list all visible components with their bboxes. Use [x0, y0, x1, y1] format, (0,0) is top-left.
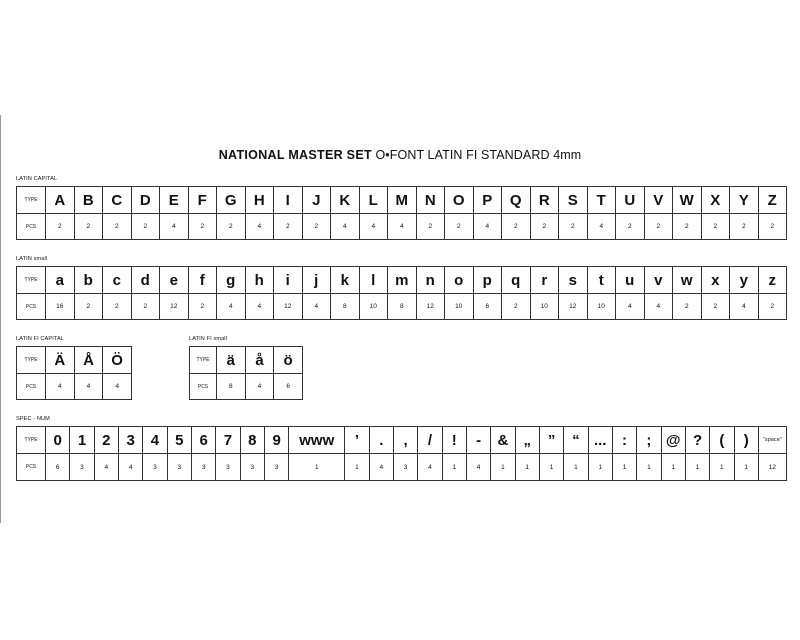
pcs-cell: 2: [445, 214, 474, 240]
pcs-cell: 4: [331, 214, 360, 240]
type-cell: F: [188, 187, 217, 214]
type-cell: l: [359, 267, 388, 294]
type-cell: ): [734, 427, 758, 454]
type-cell: B: [74, 187, 103, 214]
type-cell: y: [730, 267, 759, 294]
pcs-cell: 1: [539, 454, 563, 481]
pcs-cell: 4: [118, 454, 142, 481]
type-cell: b: [74, 267, 103, 294]
type-cell: 2: [94, 427, 118, 454]
pcs-cell: 12: [758, 454, 786, 481]
type-cell: /: [418, 427, 442, 454]
type-cell: x: [701, 267, 730, 294]
pcs-cell: 2: [74, 214, 103, 240]
type-cell: !: [442, 427, 466, 454]
type-cell: n: [416, 267, 445, 294]
type-cell: s: [559, 267, 588, 294]
title-bold: NATIONAL MASTER SET: [218, 148, 372, 162]
pcs-cell: 2: [502, 214, 531, 240]
pcs-cell: 2: [758, 294, 787, 320]
type-cell: 5: [167, 427, 191, 454]
type-cell: M: [388, 187, 417, 214]
type-cell: r: [530, 267, 559, 294]
pcs-cell: 1: [564, 454, 588, 481]
type-cell: u: [616, 267, 645, 294]
pcs-cell: 4: [217, 294, 246, 320]
pcs-cell: 4: [46, 374, 75, 400]
type-cell: T: [587, 187, 616, 214]
pcs-row-header: PCS: [17, 294, 46, 320]
type-cell: www: [289, 427, 345, 454]
type-cell: ä: [217, 347, 246, 374]
type-row-header: TYPE: [190, 347, 217, 374]
type-cell: ?: [685, 427, 709, 454]
type-cell: P: [473, 187, 502, 214]
latin-small-table: [16, 266, 787, 320]
type-cell: 6: [191, 427, 215, 454]
pcs-cell: 2: [103, 294, 132, 320]
type-cell: (: [710, 427, 734, 454]
pcs-cell: 10: [530, 294, 559, 320]
pcs-cell: 12: [274, 294, 303, 320]
type-cell: R: [530, 187, 559, 214]
type-cell: A: [46, 187, 75, 214]
type-cell: t: [587, 267, 616, 294]
pcs-cell: 2: [74, 294, 103, 320]
pcs-cell: 4: [473, 214, 502, 240]
type-cell: .: [369, 427, 393, 454]
section-label-spec-num: SPEC - NUM: [16, 416, 50, 422]
type-cell: ’: [345, 427, 369, 454]
pcs-cell: 6: [46, 454, 70, 481]
pcs-cell: 2: [217, 214, 246, 240]
pcs-cell: 8: [388, 294, 417, 320]
pcs-cell: 4: [94, 454, 118, 481]
pcs-cell: 4: [466, 454, 490, 481]
type-cell: E: [160, 187, 189, 214]
type-cell: G: [217, 187, 246, 214]
type-cell: g: [217, 267, 246, 294]
pcs-cell: 6: [473, 294, 502, 320]
pcs-cell: 4: [245, 214, 274, 240]
type-cell: S: [559, 187, 588, 214]
pcs-row-header: PCS: [17, 214, 46, 240]
type-row-header: TYPE: [17, 347, 46, 374]
pcs-cell: 12: [160, 294, 189, 320]
type-cell: X: [701, 187, 730, 214]
pcs-cell: 2: [616, 214, 645, 240]
pcs-cell: 4: [103, 374, 132, 400]
pcs-row-header: PCS: [17, 374, 46, 400]
type-cell: f: [188, 267, 217, 294]
type-cell: Å: [74, 347, 103, 374]
pcs-cell: 1: [345, 454, 369, 481]
pcs-cell: 4: [388, 214, 417, 240]
pcs-cell: 1: [612, 454, 636, 481]
pcs-cell: 3: [216, 454, 240, 481]
pcs-cell: 3: [143, 454, 167, 481]
type-cell: 1: [70, 427, 94, 454]
pcs-cell: 2: [758, 214, 787, 240]
pcs-cell: 1: [685, 454, 709, 481]
type-cell: L: [359, 187, 388, 214]
latin-capital-table: [16, 186, 787, 240]
type-cell: Z: [758, 187, 787, 214]
type-cell: K: [331, 187, 360, 214]
type-cell: “space”: [758, 427, 786, 454]
type-cell: q: [502, 267, 531, 294]
pcs-cell: 1: [491, 454, 515, 481]
type-cell: ...: [588, 427, 612, 454]
type-cell: d: [131, 267, 160, 294]
pcs-cell: 2: [46, 214, 75, 240]
pcs-cell: 2: [188, 294, 217, 320]
pcs-cell: 3: [167, 454, 191, 481]
pcs-cell: 8: [217, 374, 246, 400]
pcs-cell: 2: [274, 214, 303, 240]
title-subtitle: O•FONT LATIN FI STANDARD 4mm: [375, 148, 582, 162]
pcs-cell: 4: [245, 294, 274, 320]
pcs-cell: 2: [530, 214, 559, 240]
pcs-cell: 3: [191, 454, 215, 481]
type-cell: ;: [637, 427, 661, 454]
pcs-cell: 1: [515, 454, 539, 481]
pcs-cell: 4: [644, 294, 673, 320]
pcs-cell: 1: [710, 454, 734, 481]
type-cell: I: [274, 187, 303, 214]
pcs-row-header: PCS: [190, 374, 217, 400]
type-cell: &: [491, 427, 515, 454]
type-cell: D: [131, 187, 160, 214]
type-row-header: TYPE: [17, 187, 46, 214]
pcs-cell: 1: [734, 454, 758, 481]
type-cell: e: [160, 267, 189, 294]
pcs-cell: 1: [289, 454, 345, 481]
latin-fi-capital-table: [16, 346, 132, 400]
type-cell: Y: [730, 187, 759, 214]
pcs-cell: 1: [588, 454, 612, 481]
pcs-cell: 4: [245, 374, 274, 400]
type-cell: „: [515, 427, 539, 454]
pcs-cell: 4: [730, 294, 759, 320]
pcs-cell: 4: [160, 214, 189, 240]
pcs-cell: 4: [369, 454, 393, 481]
type-cell: ”: [539, 427, 563, 454]
type-cell: p: [473, 267, 502, 294]
type-cell: 8: [240, 427, 264, 454]
type-cell: W: [673, 187, 702, 214]
pcs-cell: 4: [587, 214, 616, 240]
type-cell: Ä: [46, 347, 75, 374]
pcs-cell: 2: [131, 214, 160, 240]
type-cell: 7: [216, 427, 240, 454]
pcs-cell: 2: [701, 214, 730, 240]
type-cell: “: [564, 427, 588, 454]
type-cell: 9: [264, 427, 288, 454]
type-row-header: TYPE: [17, 427, 46, 454]
pcs-cell: 10: [445, 294, 474, 320]
type-cell: @: [661, 427, 685, 454]
pcs-row-header: PCS: [17, 454, 46, 481]
pcs-cell: 3: [70, 454, 94, 481]
pcs-cell: 10: [587, 294, 616, 320]
type-cell: 0: [46, 427, 70, 454]
type-cell: Q: [502, 187, 531, 214]
type-cell: :: [612, 427, 636, 454]
type-row-header: TYPE: [17, 267, 46, 294]
pcs-cell: 3: [240, 454, 264, 481]
pcs-cell: 4: [302, 294, 331, 320]
pcs-cell: 4: [616, 294, 645, 320]
type-cell: w: [673, 267, 702, 294]
pcs-cell: 2: [730, 214, 759, 240]
type-cell: o: [445, 267, 474, 294]
type-cell: k: [331, 267, 360, 294]
pcs-cell: 8: [331, 294, 360, 320]
pcs-cell: 2: [188, 214, 217, 240]
page-title: [0, 148, 800, 162]
type-cell: O: [445, 187, 474, 214]
type-cell: J: [302, 187, 331, 214]
spec-num-table: [16, 426, 787, 481]
pcs-cell: 10: [359, 294, 388, 320]
page-edge-line: [0, 115, 1, 523]
pcs-cell: 1: [442, 454, 466, 481]
section-label-latin-small: LATIN small: [16, 256, 48, 262]
pcs-cell: 2: [416, 214, 445, 240]
section-label-latin-fi-small: LATIN FI small: [189, 336, 227, 342]
pcs-cell: 4: [74, 374, 103, 400]
type-cell: h: [245, 267, 274, 294]
pcs-cell: 16: [46, 294, 75, 320]
type-cell: ,: [393, 427, 417, 454]
type-cell: v: [644, 267, 673, 294]
type-cell: Ö: [103, 347, 132, 374]
type-cell: V: [644, 187, 673, 214]
pcs-cell: 2: [673, 294, 702, 320]
type-cell: m: [388, 267, 417, 294]
pcs-cell: 3: [393, 454, 417, 481]
type-cell: j: [302, 267, 331, 294]
type-cell: z: [758, 267, 787, 294]
pcs-cell: 4: [359, 214, 388, 240]
pcs-cell: 2: [302, 214, 331, 240]
pcs-cell: 2: [673, 214, 702, 240]
pcs-cell: 1: [637, 454, 661, 481]
pcs-cell: 4: [418, 454, 442, 481]
pcs-cell: 2: [502, 294, 531, 320]
type-cell: i: [274, 267, 303, 294]
type-cell: N: [416, 187, 445, 214]
type-cell: -: [466, 427, 490, 454]
type-cell: 3: [118, 427, 142, 454]
latin-fi-small-table: [189, 346, 303, 400]
pcs-cell: 12: [416, 294, 445, 320]
pcs-cell: 3: [264, 454, 288, 481]
type-cell: c: [103, 267, 132, 294]
type-cell: å: [245, 347, 274, 374]
section-label-latin-capital: LATIN CAPITAL: [16, 176, 58, 182]
pcs-cell: 2: [131, 294, 160, 320]
pcs-cell: 12: [559, 294, 588, 320]
section-label-latin-fi-capital: LATIN FI CAPITAL: [16, 336, 65, 342]
pcs-cell: 2: [701, 294, 730, 320]
pcs-cell: 2: [644, 214, 673, 240]
type-cell: C: [103, 187, 132, 214]
pcs-cell: 2: [559, 214, 588, 240]
type-cell: 4: [143, 427, 167, 454]
type-cell: a: [46, 267, 75, 294]
type-cell: U: [616, 187, 645, 214]
pcs-cell: 1: [661, 454, 685, 481]
pcs-cell: 2: [103, 214, 132, 240]
pcs-cell: 6: [274, 374, 303, 400]
type-cell: H: [245, 187, 274, 214]
type-cell: ö: [274, 347, 303, 374]
